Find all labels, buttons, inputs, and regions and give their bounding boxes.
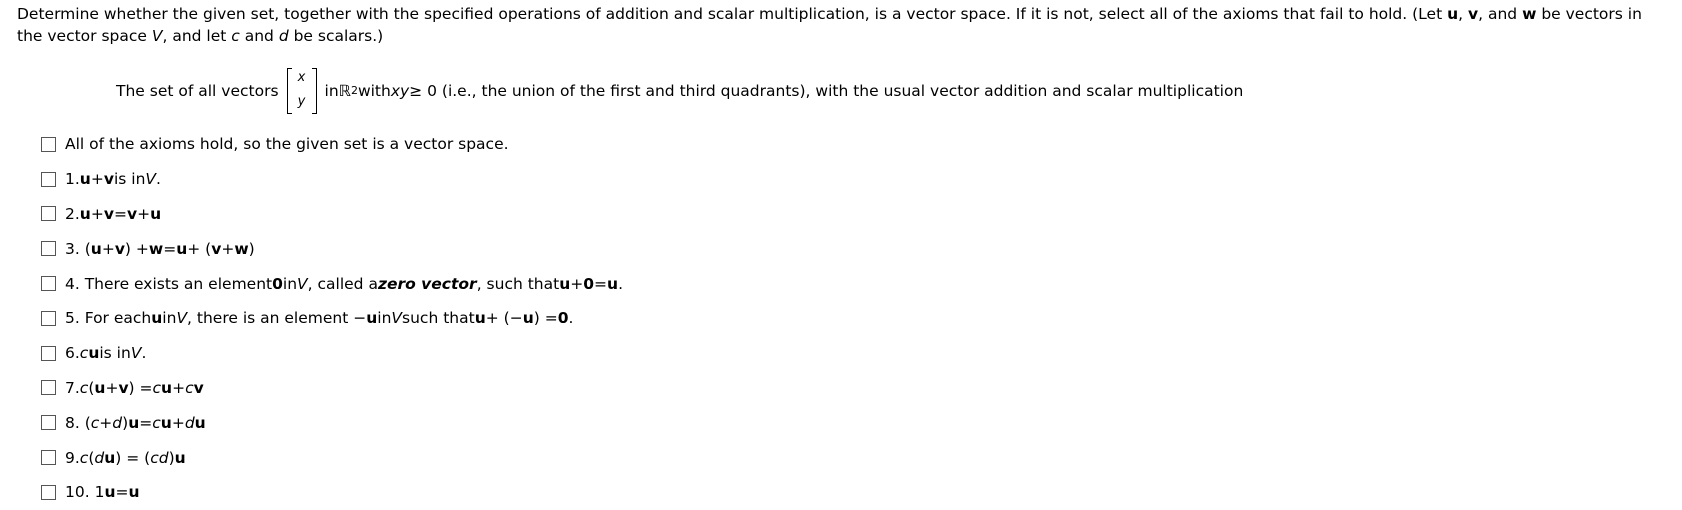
checkbox-axiom-10[interactable] [41, 485, 56, 500]
vector-entry-x: x [297, 70, 306, 85]
option-axiom-10: 10. 1 u = u [41, 475, 623, 510]
checkbox-axiom-2[interactable] [41, 206, 56, 221]
option-axiom-1: 1. u + v is in V . [41, 162, 623, 197]
option-axiom-2: 2. u + v = v + u [41, 197, 623, 232]
option-axiom-9: 9. c ( d u ) = ( cd ) u [41, 440, 623, 475]
set-description: The set of all vectors x y in ℝ 2 with xy ≥ 0 (i.e., the union of the first and third quadrants), with the usual vector addition and scalar multiplication [116, 66, 1243, 116]
option-all-axioms-hold: All of the axioms hold, so the given set is a vector space. [41, 127, 623, 162]
question-prompt: Determine whether the given set, together with the specified operations of addition and scalar multiplication, is a vector space. If it is not, select all of the axioms that fail to hold. (Let u, v, and w be vectors in the vector space V, and let c and d be scalars.) [17, 5, 1642, 45]
checkbox-axiom-8[interactable] [41, 415, 56, 430]
checkbox-axiom-6[interactable] [41, 346, 56, 361]
checkbox-axiom-1[interactable] [41, 172, 56, 187]
right-bracket [312, 68, 317, 114]
option-axiom-6: 6. c u is in V . [41, 336, 623, 371]
checkbox-all-axioms-hold[interactable] [41, 137, 56, 152]
axiom-options [41, 127, 623, 510]
checkbox-axiom-7[interactable] [41, 380, 56, 395]
option-axiom-3: 3. ( u + v ) + w = u + ( v + w ) [41, 231, 623, 266]
option-axiom-5: 5. For each u in V , there is an element − u in V such that u + (− u ) = 0 . [41, 301, 623, 336]
checkbox-axiom-3[interactable] [41, 241, 56, 256]
option-axiom-4: 4. There exists an element 0 in V , called a zero vector , such that u + 0 = u . [41, 266, 623, 301]
column-vector-xy [285, 66, 319, 116]
vector-entry-y: y [297, 94, 306, 109]
checkbox-axiom-4[interactable] [41, 276, 56, 291]
checkbox-axiom-9[interactable] [41, 450, 56, 465]
checkbox-axiom-5[interactable] [41, 311, 56, 326]
option-axiom-7: 7. c ( u + v ) = c u + c v [41, 371, 623, 406]
option-axiom-8: 8. ( c + d ) u = c u + d u [41, 405, 623, 440]
